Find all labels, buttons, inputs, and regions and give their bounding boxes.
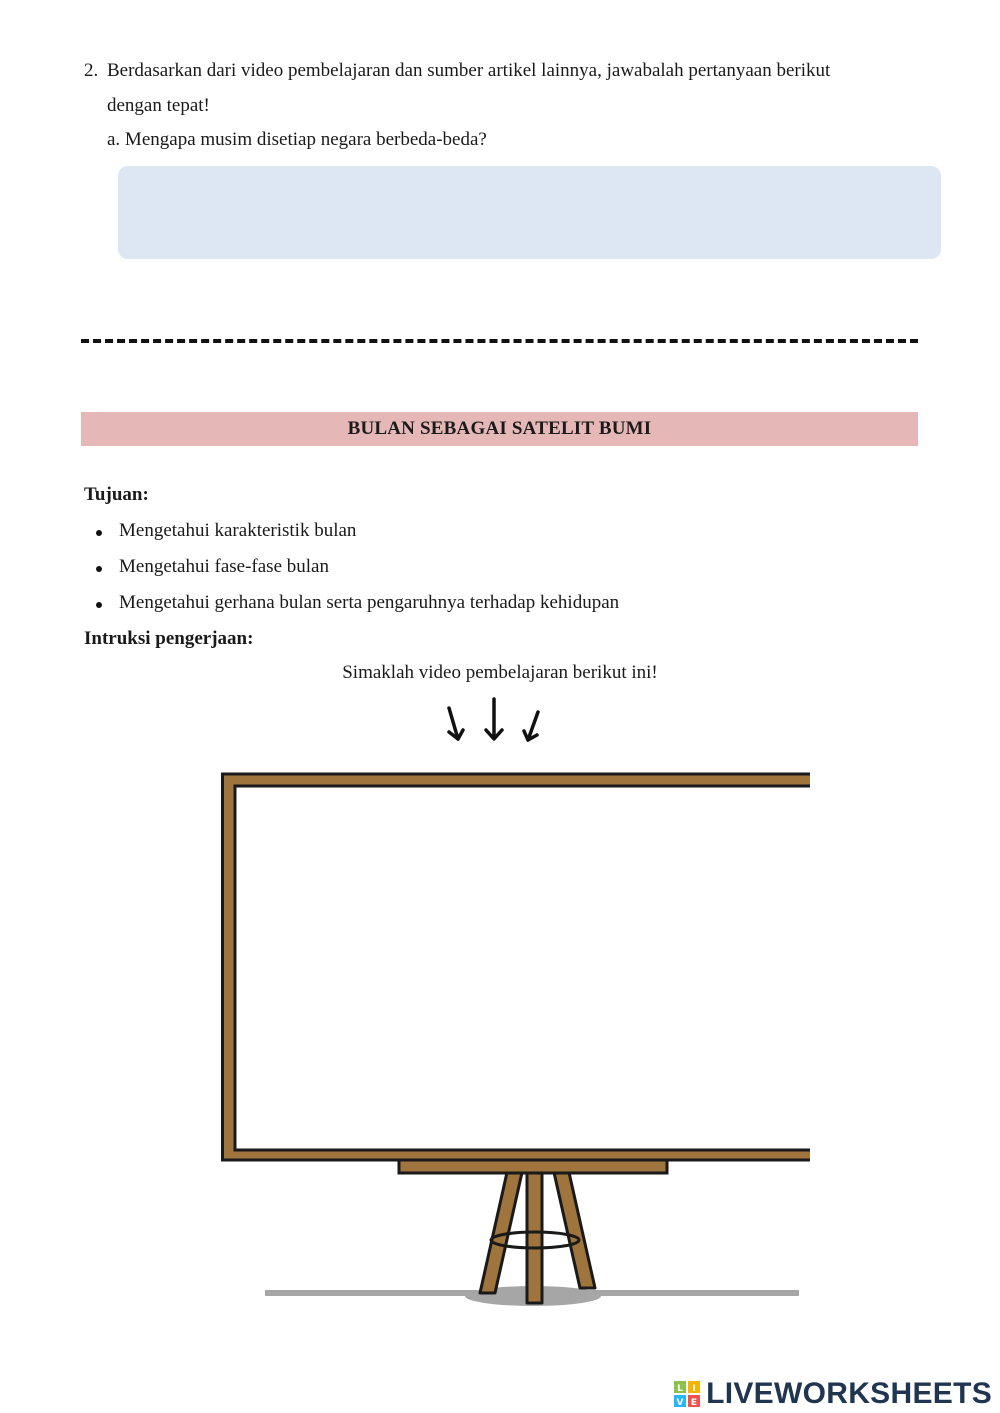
instructions-heading: Intruksi pengerjaan: xyxy=(84,628,254,649)
section-title: BULAN SEBAGAI SATELIT BUMI xyxy=(347,418,652,439)
section-divider xyxy=(81,339,918,343)
list-item xyxy=(96,520,696,551)
svg-text:I: I xyxy=(692,1384,696,1394)
video-board[interactable] xyxy=(210,768,810,1313)
arrow-down-icon xyxy=(440,694,550,750)
question-sub-a: a. Mengapa musim disetiap negara berbeda-beda? xyxy=(107,129,487,150)
bullet-icon xyxy=(96,530,102,536)
question-number: 2. xyxy=(84,60,99,81)
goal-text: Mengetahui karakteristik bulan xyxy=(119,520,357,541)
list-item xyxy=(96,556,696,587)
brand-name: LIVEWORKSHEETS xyxy=(706,1377,992,1410)
goal-text: Mengetahui fase-fase bulan xyxy=(119,556,329,577)
list-item xyxy=(96,592,696,623)
liveworksheets-logo-icon xyxy=(674,1381,700,1407)
question-text-line2: dengan tepat! xyxy=(107,95,210,116)
answer-input-a[interactable] xyxy=(118,166,941,259)
svg-text:V: V xyxy=(676,1398,684,1407)
brand-logo xyxy=(674,1377,992,1411)
section-banner xyxy=(81,412,918,446)
svg-text:L: L xyxy=(677,1384,683,1394)
goals-heading: Tujuan: xyxy=(84,484,149,505)
svg-text:E: E xyxy=(691,1398,698,1407)
bullet-icon xyxy=(96,602,102,608)
instruction-text: Simaklah video pembelajaran berikut ini! xyxy=(342,662,658,683)
bullet-icon xyxy=(96,566,102,572)
goal-text: Mengetahui gerhana bulan serta pengaruhnya terhadap kehidupan xyxy=(119,592,620,613)
question-text-line1: Berdasarkan dari video pembelajaran dan sumber artikel lainnya, jawabalah pertanyaan berikut xyxy=(107,60,831,81)
